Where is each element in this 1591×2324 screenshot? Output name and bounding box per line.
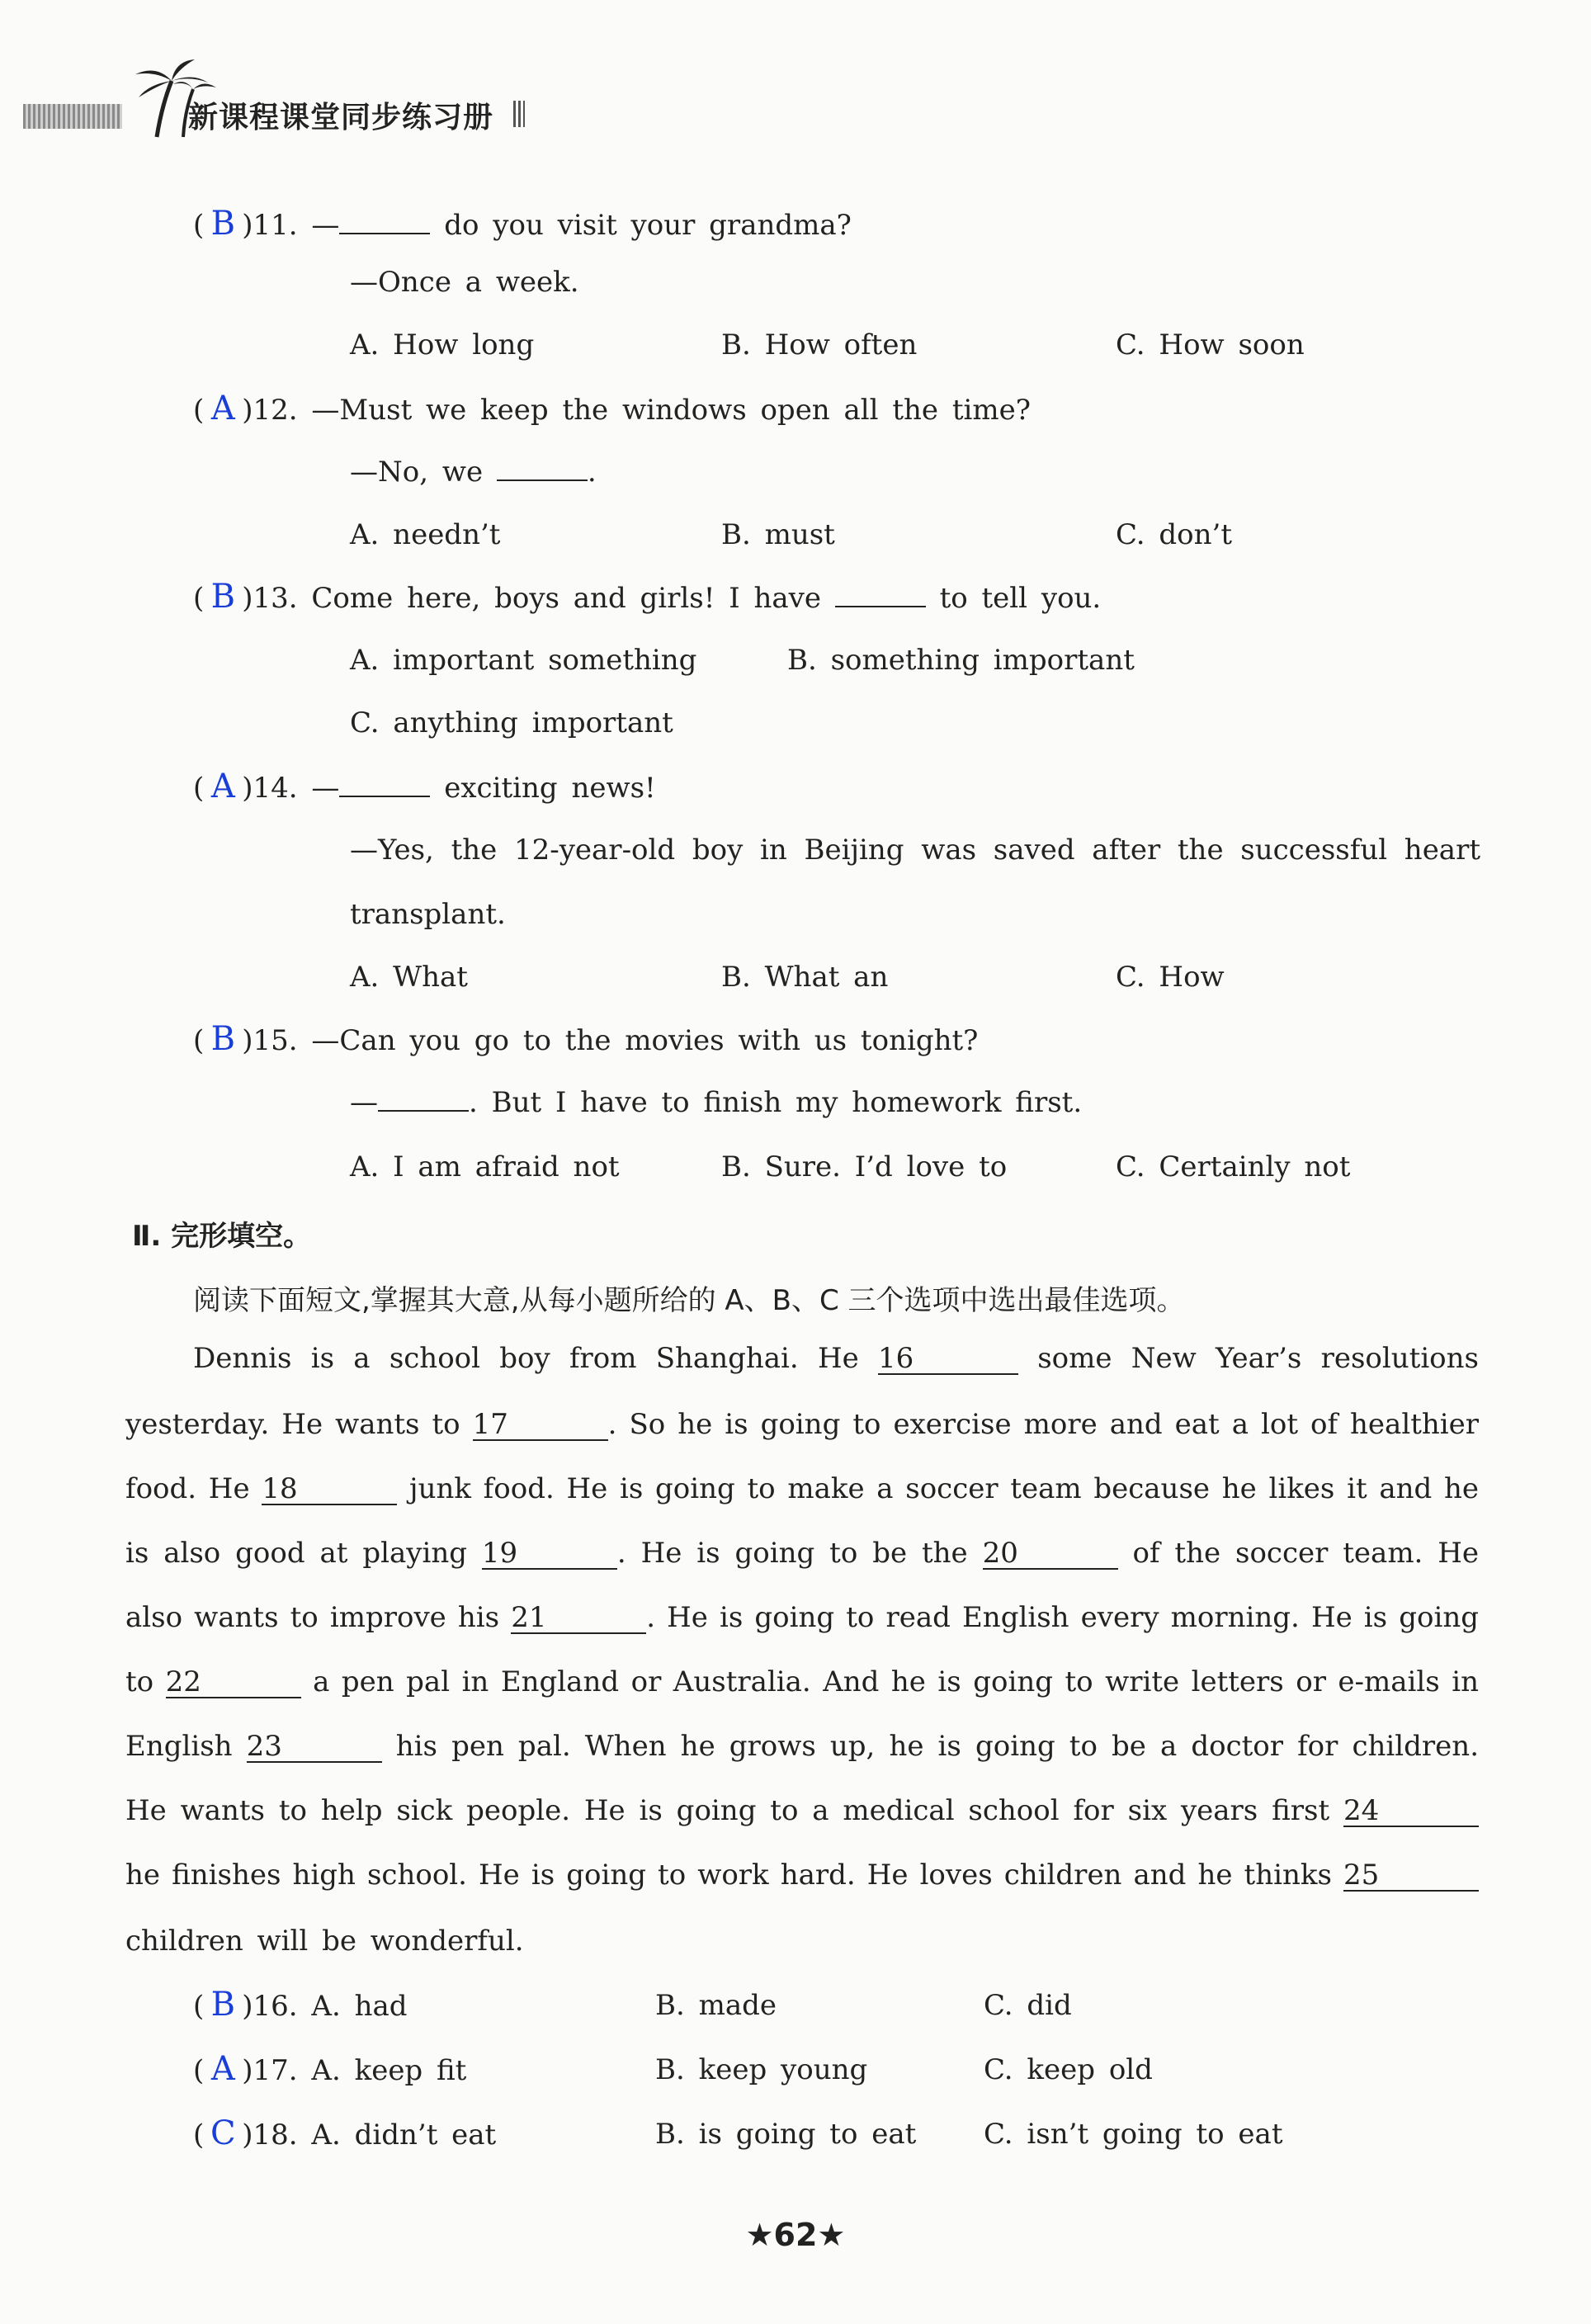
q13-option-a: A. important something [350, 644, 697, 677]
q12-option-c: C. don’t [1116, 518, 1233, 551]
answer-12: A [210, 390, 235, 427]
q16-option-b: B. made [655, 1989, 777, 2022]
passage-line: also wants to improve his 21 . He is going to read English every morning. He is going [125, 1601, 1479, 1634]
question-12-reply: —No, we . [350, 456, 597, 489]
q17-option-c: C. keep old [984, 2053, 1153, 2086]
q17-option-b: B. keep young [655, 2053, 868, 2086]
answer-11: B [210, 205, 235, 243]
page-number: ★62★ [745, 2217, 846, 2253]
answer-16: B [210, 1986, 235, 2024]
section-heading: Ⅱ. 完形填空。 [132, 1220, 312, 1253]
answer-14: A [210, 768, 235, 805]
passage-line: yesterday. He wants to 17 . So he is going to exercise more and eat a lot of healthier [125, 1408, 1480, 1441]
q15-option-c: C. Certainly not [1116, 1150, 1351, 1183]
question-11: ( B )11. — do you visit your grandma? [193, 205, 852, 243]
passage-line: is also good at playing 19 . He is going to be the 20 of the soccer team. He [125, 1537, 1480, 1570]
q11-option-a: A. How long [350, 328, 535, 361]
passage-line: English 23 his pen pal. When he grows up, he is going to be a doctor for children. [125, 1730, 1480, 1763]
header-end-stripe [513, 101, 525, 127]
header-stripe [23, 104, 122, 129]
answer-17: A [210, 2050, 235, 2088]
passage-line: He wants to help sick people. He is going to a medical school for six years first 24 [125, 1794, 1479, 1827]
blank [339, 233, 430, 234]
q11-option-b: B. How often [721, 328, 918, 361]
q14-option-c: C. How [1116, 961, 1225, 994]
section-instruction: 阅读下面短文,掌握其大意,从每小题所给的 A、B、C 三个选项中选出最佳选项。 [193, 1284, 1185, 1317]
q11-option-c: C. How soon [1116, 328, 1305, 361]
answer-18: C [210, 2114, 236, 2152]
q12-option-a: A. needn’t [350, 518, 501, 551]
q14-option-a: A. What [350, 961, 468, 994]
page-header [23, 97, 881, 134]
question-14-reply-cont: transplant. [350, 898, 506, 931]
question-11-reply: —Once a week. [350, 266, 579, 299]
q16-option-c: C. did [984, 1989, 1072, 2022]
answer-15: B [210, 1020, 235, 1058]
question-14: ( A )14. — exciting news! [193, 768, 656, 805]
question-15: ( B )15. —Can you go to the movies with us tonight? [193, 1020, 979, 1058]
q13-option-c: C. anything important [350, 706, 673, 739]
q12-option-b: B. must [721, 518, 835, 551]
q18-option-b: B. is going to eat [655, 2118, 917, 2151]
q14-option-b: B. What an [721, 961, 889, 994]
question-18: ( C )18. A. didn’t eat [193, 2114, 497, 2152]
passage-line: Dennis is a school boy from Shanghai. He 16 some New Year’s resolutions [193, 1342, 1480, 1375]
q18-option-c: C. isn’t going to eat [984, 2118, 1283, 2151]
passage-line: food. He 18 junk food. He is going to make a soccer team because he likes it and he [125, 1472, 1479, 1505]
header-title: 新课程课堂同步练习册 [188, 101, 494, 135]
question-13: ( B )13. Come here, boys and girls! I have to tell you. [193, 578, 1102, 616]
question-15-reply: — . But I have to finish my homework first. [350, 1086, 1083, 1119]
question-16: ( B )16. A. had [193, 1986, 408, 2024]
question-17: ( A )17. A. keep fit [193, 2050, 467, 2088]
question-12: ( A )12. —Must we keep the windows open all the time? [193, 390, 1031, 427]
passage-line: he finishes high school. He is going to work hard. He loves children and he thinks 25 [125, 1859, 1479, 1892]
q15-option-b: B. Sure. I’d love to [721, 1150, 1008, 1183]
passage-line: to 22 a pen pal in England or Australia. And he is going to write letters or e-mails in [125, 1665, 1480, 1698]
question-14-reply: —Yes, the 12-year-old boy in Beijing was saved after the successful heart [350, 834, 1480, 867]
q13-option-b: B. something important [787, 644, 1135, 677]
q15-option-a: A. I am afraid not [350, 1150, 620, 1183]
answer-13: B [210, 578, 235, 616]
passage-line: children will be wonderful. [125, 1925, 524, 1958]
